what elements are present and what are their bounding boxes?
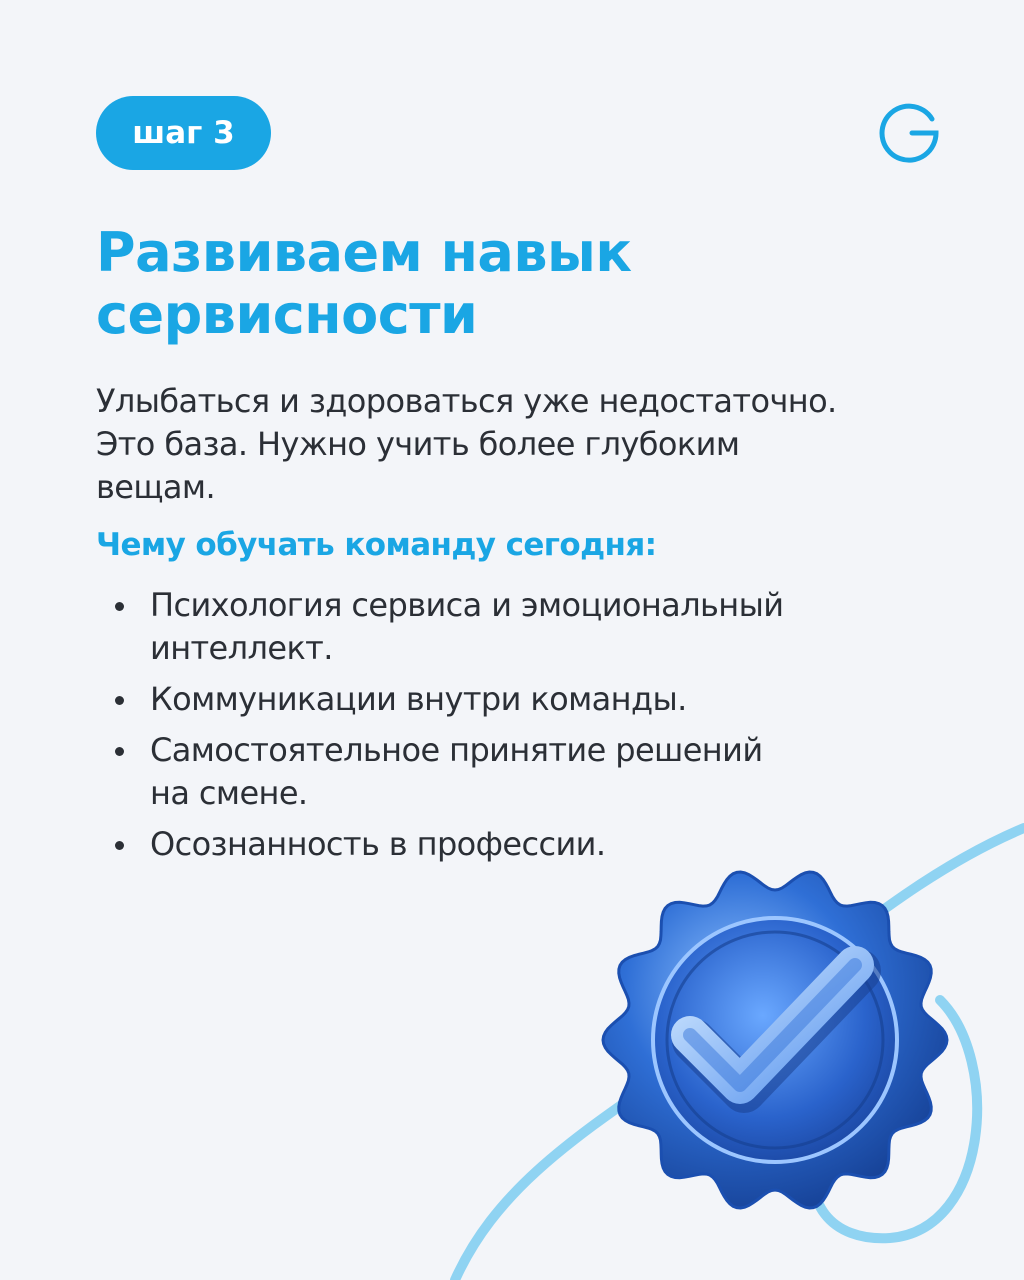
verified-checkmark-badge-icon — [603, 872, 947, 1208]
bullet-icon — [115, 841, 124, 850]
bullet-icon — [115, 696, 124, 705]
decorative-curve — [455, 828, 1024, 1280]
list-item — [96, 678, 896, 721]
section-subheading: Чему обучать команду сегодня: — [96, 527, 657, 563]
list-item — [96, 823, 896, 866]
list-item-line: Самостоятельное принятие решений — [150, 731, 763, 769]
list-item-line: на смене. — [150, 774, 308, 812]
intro-line: Это база. Нужно учить более глубоким — [96, 425, 740, 463]
decorative-loop — [814, 1000, 977, 1238]
bullet-icon — [115, 602, 124, 611]
title-line: Развиваем навык — [96, 221, 632, 284]
list-item-line: Осознанность в профессии. — [150, 825, 606, 863]
list-item-line: Коммуникации внутри команды. — [150, 680, 687, 718]
intro-line: Улыбаться и здороваться уже недостаточно. — [96, 382, 837, 420]
list-item — [96, 584, 896, 670]
step-badge: шаг 3 — [96, 96, 271, 170]
page-title — [96, 222, 631, 346]
list-item-line: Психология сервиса и эмоциональный — [150, 586, 784, 624]
topics-list — [96, 584, 896, 874]
intro-text — [96, 380, 956, 509]
intro-line: вещам. — [96, 468, 216, 506]
bullet-icon — [115, 747, 124, 756]
title-line: сервисности — [96, 283, 478, 346]
g-logo-icon — [878, 102, 940, 164]
list-item — [96, 729, 896, 815]
list-item-line: интеллект. — [150, 629, 333, 667]
